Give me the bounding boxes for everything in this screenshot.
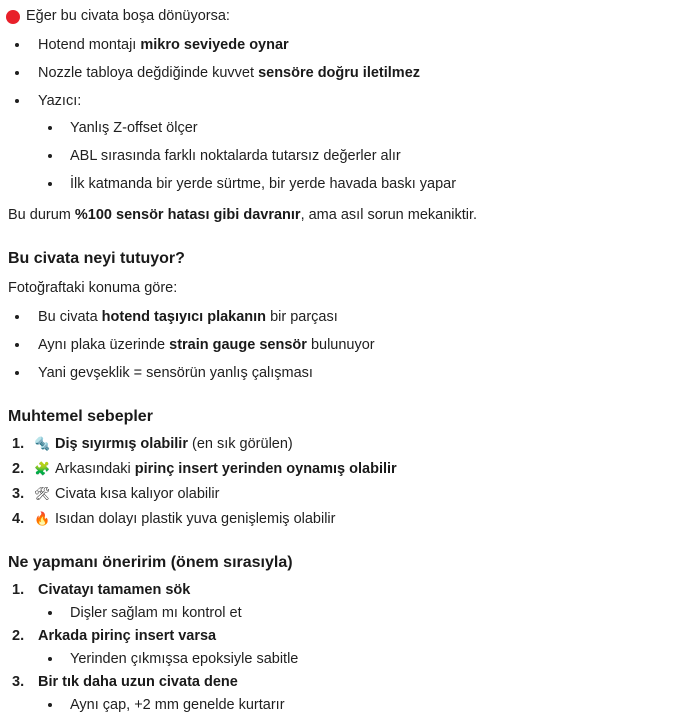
actions-list — [0, 627, 673, 646]
action-bold: Civatayı tamamen sök — [38, 582, 191, 598]
list-item — [0, 485, 673, 504]
symptom-bold: mikro seviyede oynar — [140, 37, 289, 53]
list-number: 3. — [12, 674, 25, 690]
bullet-icon — [48, 154, 52, 158]
cause-prefix: Isıdan dolayı plastik yuva genişlemiş olabilir — [55, 511, 336, 527]
summary-paragraph — [0, 206, 673, 225]
list-item — [0, 435, 673, 454]
summary-prefix: Bu durum — [8, 207, 75, 223]
fact-bold: hotend taşıyıcı plakanın — [101, 309, 267, 325]
bullet-icon — [48, 611, 52, 615]
cause-bold: pirinç insert yerinden oynamış olabilir — [134, 461, 397, 477]
actions-list — [0, 673, 673, 692]
list-item — [0, 510, 673, 529]
list-item — [0, 650, 673, 669]
list-number: 1. — [12, 582, 25, 598]
page-title-bolt-section: Bu civata neyi tutuyor? — [8, 250, 185, 267]
list-item — [0, 336, 673, 355]
symptom-prefix: Yazıcı: — [38, 93, 82, 109]
list-item — [0, 64, 673, 83]
bullet-icon — [48, 182, 52, 186]
fact-prefix: Bu civata — [38, 309, 102, 325]
symptoms-sub-list — [0, 119, 673, 194]
list-item — [0, 460, 673, 479]
list-item — [0, 308, 673, 327]
fact-suffix: bir parçası — [266, 309, 338, 325]
page-title-actions-section: Ne yapmanı öneririm (önem sırasıyla) — [8, 554, 293, 571]
bolt-section-lead: Fotoğraftaki konuma göre: — [8, 280, 178, 296]
sub-item-text: Dişler sağlam mı kontrol et — [70, 605, 242, 621]
bullet-icon — [15, 371, 19, 375]
list-item — [0, 364, 673, 383]
sub-item-text: İlk katmanda bir yerde sürtme, bir yerde havada baskı yapar — [70, 176, 457, 192]
list-item — [0, 581, 673, 600]
bolt-and-nut-icon: 🔩 — [34, 437, 51, 452]
list-item — [0, 696, 673, 715]
actions-list — [0, 581, 673, 600]
list-number: 3. — [12, 486, 25, 502]
bullet-icon — [15, 99, 19, 103]
action-sub-list — [0, 696, 673, 715]
puzzle-piece-icon: 🧩 — [34, 462, 51, 477]
bullet-icon — [48, 657, 52, 661]
list-item — [0, 147, 673, 166]
fact-prefix: Yani gevşeklik = sensörün yanlış çalışması — [38, 365, 313, 381]
sub-item-text: Yanlış Z-offset ölçer — [70, 120, 198, 136]
summary-bold: %100 sensör hatası gibi davranır — [74, 207, 301, 223]
hammer-and-wrench-icon: 🛠 — [34, 487, 51, 502]
bullet-icon — [15, 43, 19, 47]
list-number: 4. — [12, 511, 25, 527]
intro-text: Eğer bu civata boşa dönüyorsa: — [26, 8, 230, 24]
fact-prefix: Aynı plaka üzerinde — [38, 337, 170, 353]
action-sub-list — [0, 650, 673, 669]
list-item — [0, 604, 673, 623]
symptom-prefix: Nozzle tabloya değdiğinde kuvvet — [38, 65, 259, 81]
list-item — [0, 673, 673, 692]
list-number: 1. — [12, 436, 25, 452]
cause-suffix: (en sık görülen) — [187, 436, 293, 452]
list-item — [0, 92, 673, 111]
fire-icon: 🔥 — [34, 512, 51, 527]
list-item — [0, 36, 673, 55]
sub-item-text: ABL sırasında farklı noktalarda tutarsız değerler alır — [70, 148, 401, 164]
list-item — [0, 119, 673, 138]
cause-prefix: Arkasındaki — [55, 461, 135, 477]
bullet-icon — [15, 71, 19, 75]
cause-prefix: Civata kısa kalıyor olabilir — [55, 486, 220, 502]
symptoms-list — [0, 36, 673, 111]
cause-bold: Diş sıyırmış olabilir — [55, 436, 188, 452]
action-bold: Bir tık daha uzun civata dene — [38, 674, 238, 690]
causes-list — [0, 435, 673, 529]
list-item — [0, 175, 673, 194]
bolt-facts-list — [0, 308, 673, 383]
intro-line — [0, 0, 673, 26]
list-item — [0, 627, 673, 646]
red-circle-icon — [6, 10, 20, 24]
list-number: 2. — [12, 461, 25, 477]
page-title-causes-section: Muhtemel sebepler — [8, 408, 153, 425]
symptom-prefix: Hotend montajı — [38, 37, 141, 53]
bullet-icon — [15, 343, 19, 347]
action-sub-list — [0, 604, 673, 623]
bullet-icon — [48, 126, 52, 130]
bullet-icon — [48, 703, 52, 707]
sub-item-text: Aynı çap, +2 mm genelde kurtarır — [70, 697, 285, 713]
fact-suffix: bulunuyor — [306, 337, 375, 353]
bullet-icon — [15, 315, 19, 319]
list-number: 2. — [12, 628, 25, 644]
summary-suffix: , ama asıl sorun mekaniktir. — [300, 207, 478, 223]
sub-item-text: Yerinden çıkmışsa epoksiyle sabitle — [70, 651, 299, 667]
symptom-bold: sensöre doğru iletilmez — [258, 65, 421, 81]
action-bold: Arkada pirinç insert varsa — [38, 628, 217, 644]
fact-bold: strain gauge sensör — [169, 337, 307, 353]
